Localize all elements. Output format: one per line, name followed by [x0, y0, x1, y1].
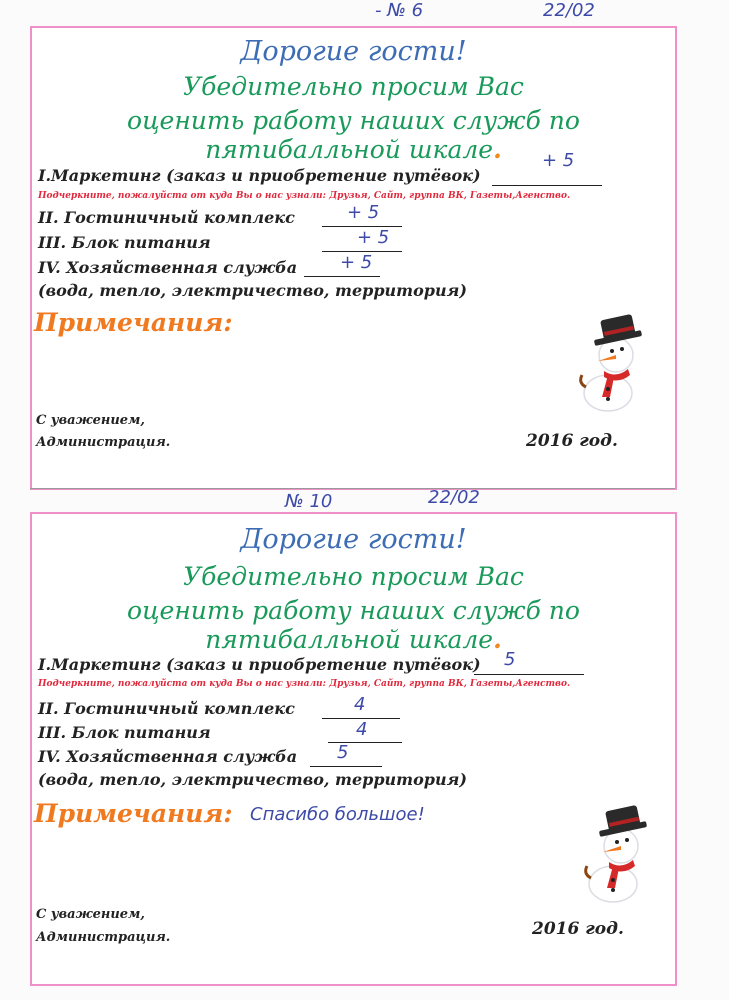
item-hotel-mark-2: 4 — [354, 694, 366, 715]
item-household-mark-2: 5 — [337, 742, 349, 763]
separator-line — [30, 488, 675, 489]
item-hotel-2: II. Гостиничный комплекс — [38, 699, 295, 718]
item-marketing-2: I.Маркетинг (заказ и приобретение путёвок) — [38, 655, 481, 674]
year-2: 2016 год. — [532, 919, 624, 939]
item-household-2: IV. Хозяйственная служба — [38, 747, 298, 766]
source-note-options-2: Друзья, Сайт, группа ВК, Газеты,Агенство. — [329, 679, 571, 689]
request-dot-1: . — [493, 135, 502, 164]
snowman-icon-2 — [577, 804, 657, 904]
remarks-text-2: Спасибо большое! — [250, 804, 425, 825]
year-1: 2016 год. — [526, 431, 618, 451]
source-note-prefix-1: Подчеркните, пожалуйста от куда Вы о нас узнали: — [38, 191, 326, 201]
admin-2: Администрация. — [36, 930, 171, 945]
request-line1-2: Убедительно просим Вас — [183, 562, 524, 591]
item-household-mark-1: + 5 — [340, 252, 373, 273]
remarks-label-1: Примечания: — [34, 308, 233, 337]
top-date-1: 22/02 — [543, 0, 595, 21]
admin-1: Администрация. — [36, 435, 171, 450]
source-note-2 — [38, 679, 570, 689]
snowman-icon — [572, 313, 652, 413]
item-food-mark-1: + 5 — [357, 227, 390, 248]
request-line2-text-2: оценить работу наших служб по пятибалльной шкале — [127, 596, 580, 654]
request-line2-1 — [32, 106, 675, 164]
regards-2: С уважением, — [36, 907, 145, 922]
remarks-label-2: Примечания: — [34, 799, 233, 828]
item-food-2: III. Блок питания — [38, 723, 211, 742]
item-food-1: III. Блок питания — [38, 233, 211, 252]
item-household-line-1 — [304, 276, 380, 277]
feedback-card-1 — [30, 26, 677, 490]
item-marketing-line-1 — [492, 185, 602, 186]
utilities-1: (вода, тепло, электричество, территория) — [38, 281, 467, 300]
top-number-1: - № 6 — [375, 0, 424, 21]
item-hotel-mark-1: + 5 — [347, 202, 380, 223]
request-line2-2 — [32, 596, 675, 654]
item-marketing-mark-1: + 5 — [542, 150, 575, 171]
feedback-card-2 — [30, 512, 677, 986]
greeting-2: Дорогие гости! — [240, 524, 467, 555]
item-food-mark-2: 4 — [356, 719, 368, 740]
utilities-2: (вода, тепло, электричество, территория) — [38, 770, 467, 789]
item-marketing-1: I.Маркетинг (заказ и приобретение путёвок) — [38, 166, 481, 185]
request-line2-text-1: оценить работу наших служб по пятибалльной шкале — [127, 106, 580, 164]
request-line1-1: Убедительно просим Вас — [183, 72, 524, 101]
source-note-prefix-2: Подчеркните, пожалуйста от куда Вы о нас узнали: — [38, 679, 326, 689]
top-number-2: № 10 — [285, 491, 333, 512]
source-note-1 — [38, 191, 570, 201]
top-date-2: 22/02 — [428, 487, 480, 508]
source-note-options-1: Друзья, Сайт, группа ВК, Газеты,Агенство. — [329, 191, 571, 201]
item-marketing-mark-2: 5 — [504, 649, 516, 670]
item-household-line-2 — [310, 766, 382, 767]
request-dot-2: . — [493, 625, 502, 654]
greeting-1: Дорогие гости! — [240, 36, 467, 67]
item-hotel-1: II. Гостиничный комплекс — [38, 208, 295, 227]
regards-1: С уважением, — [36, 413, 145, 428]
item-marketing-line-2 — [474, 674, 584, 675]
item-household-1: IV. Хозяйственная служба — [38, 258, 298, 277]
